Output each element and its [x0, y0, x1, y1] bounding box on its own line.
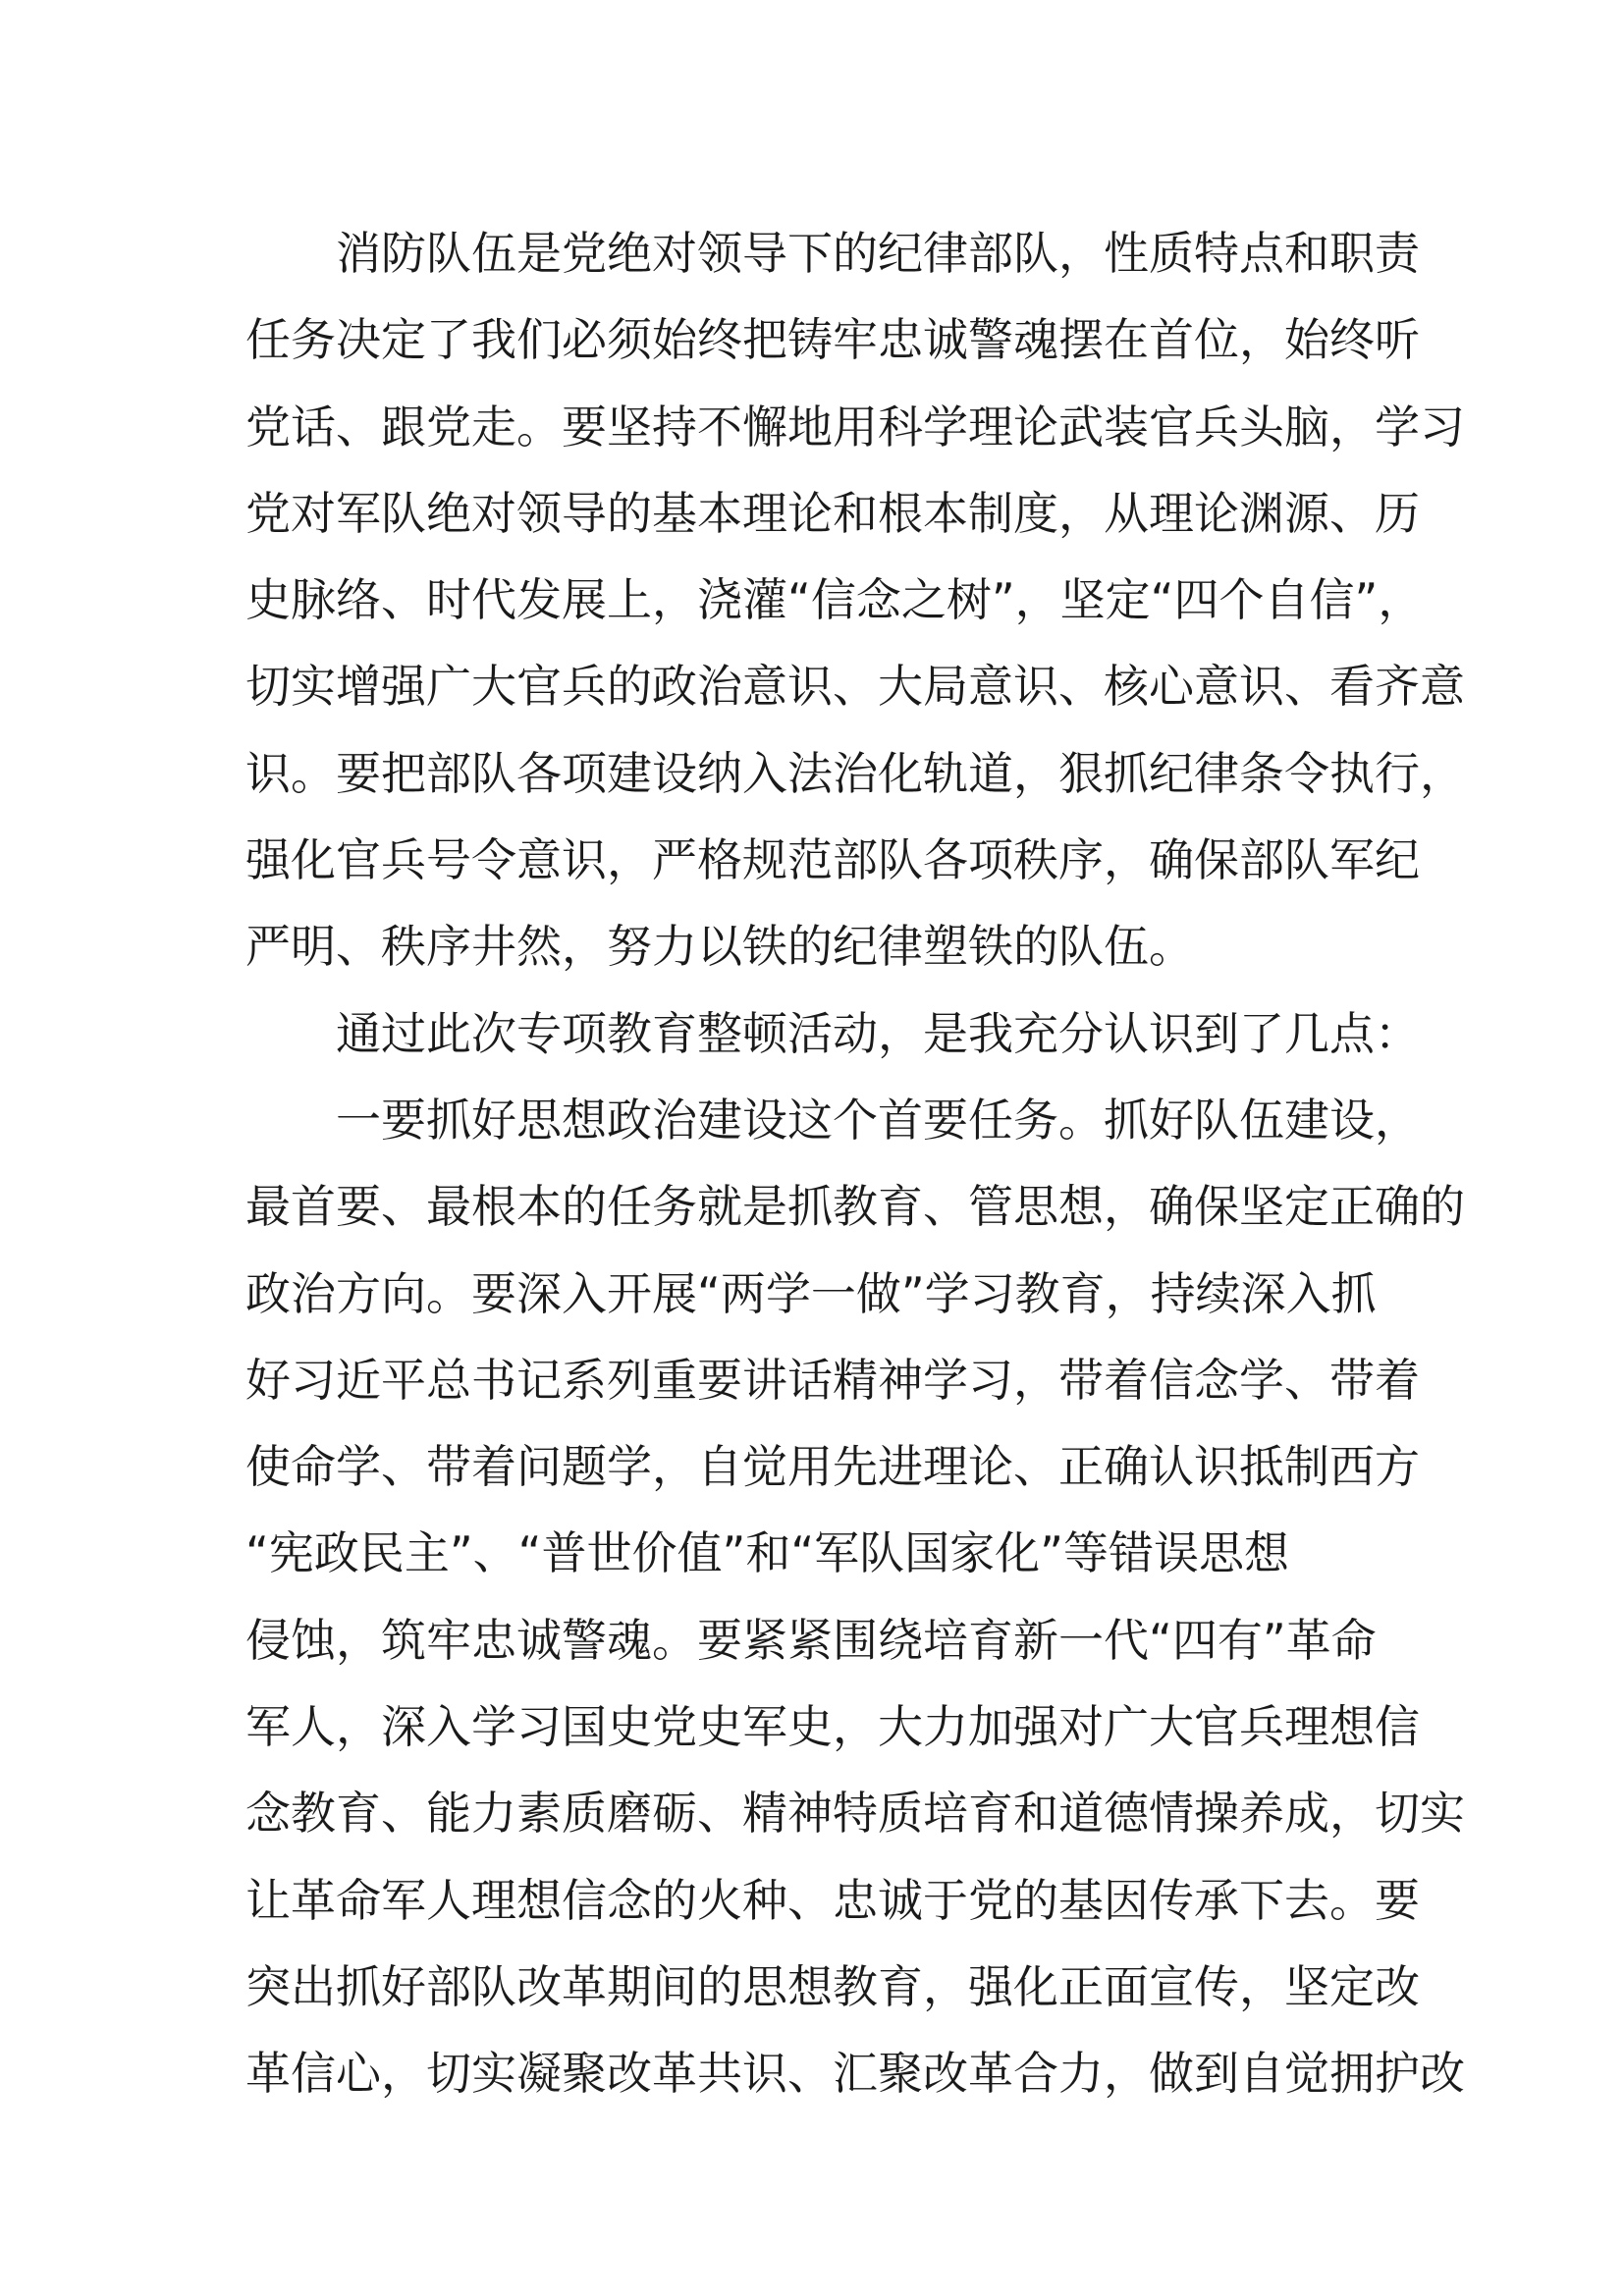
paragraph-line: 革信心，切实凝聚改革共识、汇聚改革合力，做到自觉拥护改: [245, 2047, 1465, 2101]
paragraph-line: 党话、跟党走。要坚持不懈地用科学理论武装官兵头脑，学习: [245, 400, 1465, 454]
paragraph-line: 政治方向。要深入开展“两学一做”学习教育，持续深入抓: [245, 1266, 1377, 1320]
paragraph-line: 最首要、最根本的任务就是抓教育、管思想，确保坚定正确的: [245, 1180, 1465, 1234]
paragraph-line: 一要抓好思想政治建设这个首要任务。抓好队伍建设，: [336, 1093, 1420, 1147]
paragraph-line: 党对军队绝对领导的基本理论和根本制度，从理论渊源、历: [245, 486, 1420, 540]
paragraph-line: 任务决定了我们必须始终把铸牢忠诚警魂摆在首位，始终听: [245, 313, 1420, 367]
paragraph-line: 好习近平总书记系列重要讲话精神学习，带着信念学、带着: [245, 1353, 1420, 1407]
paragraph-line: 切实增强广大官兵的政治意识、大局意识、核心意识、看齐意: [245, 660, 1465, 714]
paragraph-line: 通过此次专项教育整顿活动，是我充分认识到了几点：: [336, 1006, 1420, 1060]
paragraph-line: 消防队伍是党绝对领导下的纪律部队，性质特点和职责: [336, 227, 1420, 280]
paragraph-line: 识。要把部队各项建设纳入法治化轨道，狠抓纪律条令执行，: [245, 746, 1465, 800]
paragraph-line: 强化官兵号令意识，严格规范部队各项秩序，确保部队军纪: [245, 833, 1420, 887]
paragraph-line: 史脉络、时代发展上，浇灌“信念之树”，坚定“四个自信”，: [245, 573, 1424, 627]
paragraph-line: 让革命军人理想信念的火种、忠诚于党的基因传承下去。要: [245, 1873, 1420, 1927]
paragraph-line: 念教育、能力素质磨砺、精神特质培育和道德情操养成，切实: [245, 1787, 1465, 1841]
paragraph-line: 使命学、带着问题学，自觉用先进理论、正确认识抵制西方: [245, 1440, 1420, 1494]
paragraph-line: 严明、秩序井然，努力以铁的纪律塑铁的队伍。: [245, 920, 1194, 974]
paragraph-line: 侵蚀，筑牢忠诚警魂。要紧紧围绕培育新一代“四有”革命: [245, 1613, 1377, 1667]
document-body: [245, 210, 1465, 2117]
paragraph-line: “宪政民主”、“普世价值”和“军队国家化”等错误思想: [245, 1526, 1289, 1580]
paragraph-line: 军人，深入学习国史党史军史，大力加强对广大官兵理想信: [245, 1700, 1420, 1754]
paragraph-line: 突出抓好部队改革期间的思想教育，强化正面宣传，坚定改: [245, 1959, 1420, 2013]
